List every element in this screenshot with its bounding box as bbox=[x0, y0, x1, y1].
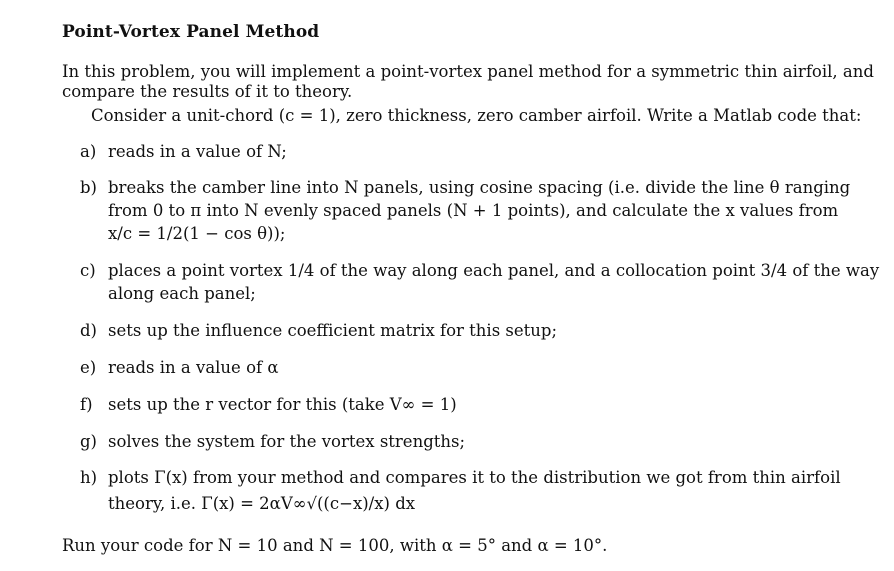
task-item-text: sets up the influence coefficient matrix for this setup; bbox=[108, 321, 558, 340]
intro-line-3: Consider a unit-chord (c = 1), zero thickness, zero camber airfoil. Write a Matlab code that: bbox=[91, 106, 862, 125]
task-item-label: c) bbox=[80, 261, 96, 280]
task-item-label: b) bbox=[80, 178, 97, 197]
page-title: Point-Vortex Panel Method bbox=[62, 22, 320, 42]
task-item-label: f) bbox=[80, 395, 93, 414]
task-item-text: sets up the r vector for this (take V∞ = 1) bbox=[108, 395, 457, 414]
task-item-label: g) bbox=[80, 432, 97, 451]
task-item-text: reads in a value of α bbox=[108, 358, 279, 377]
task-item-text: theory, i.e. Γ(x) = 2αV∞√((c−x)/x) dx bbox=[108, 494, 416, 513]
task-item-text: x/c = 1/2(1 − cos θ)); bbox=[108, 224, 286, 243]
task-item-text: solves the system for the vortex strengths; bbox=[108, 432, 466, 451]
task-item-label: e) bbox=[80, 358, 97, 377]
task-item-label: d) bbox=[80, 321, 97, 340]
closing-instruction: Run your code for N = 10 and N = 100, with α = 5° and α = 10°. bbox=[62, 536, 608, 555]
task-item-text: breaks the camber line into N panels, using cosine spacing (i.e. divide the line θ ranging bbox=[108, 178, 851, 197]
task-item-text: from 0 to π into N evenly spaced panels (N + 1 points), and calculate the x values from bbox=[108, 201, 839, 220]
task-item-label: a) bbox=[80, 142, 97, 161]
intro-line-2: compare the results of it to theory. bbox=[62, 82, 353, 101]
task-item-label: h) bbox=[80, 468, 98, 487]
task-item-text: plots Γ(x) from your method and compares it to the distribution we got from thin airfoil bbox=[108, 468, 841, 487]
task-item-text: along each panel; bbox=[108, 284, 256, 303]
task-item-text: places a point vortex 1/4 of the way along each panel, and a collocation point 3/4 of the way bbox=[108, 261, 880, 280]
intro-line-1: In this problem, you will implement a point-vortex panel method for a symmetric thin airfoil, and bbox=[62, 62, 874, 81]
task-item-text: reads in a value of N; bbox=[108, 142, 287, 161]
